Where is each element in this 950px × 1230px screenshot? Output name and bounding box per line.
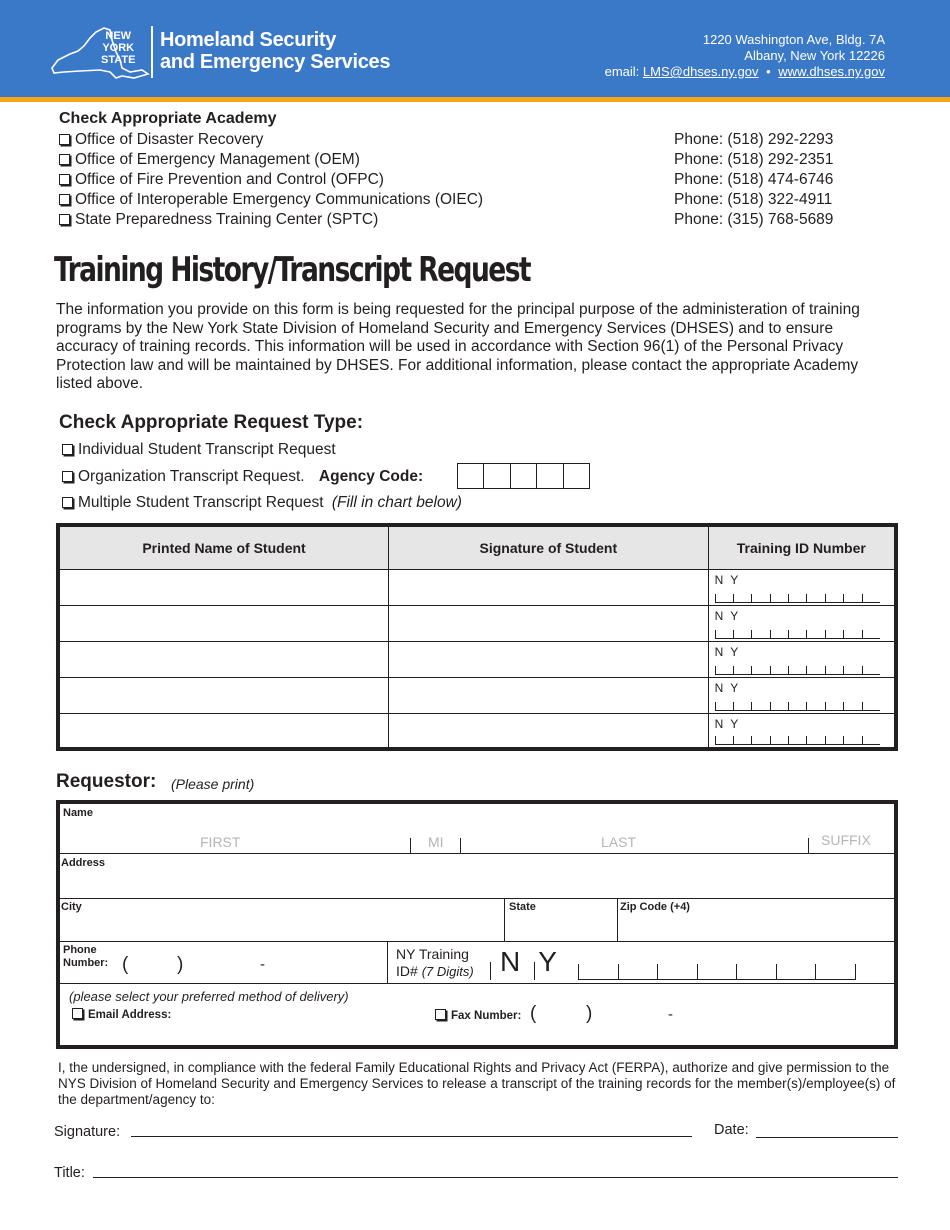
- request-option-individual[interactable]: [62, 441, 336, 459]
- table-row: [58, 605, 896, 641]
- id-digit-ticks: [715, 702, 880, 711]
- academy-option-disaster-recovery[interactable]: [59, 130, 483, 150]
- table-row: [58, 677, 896, 713]
- academy-option-ofpc[interactable]: [59, 170, 483, 190]
- checkbox[interactable]: [59, 154, 70, 165]
- academy-phone: Phone: (518) 292-2293: [674, 131, 834, 148]
- state-logo-text: [101, 30, 135, 66]
- city-input[interactable]: [60, 899, 504, 941]
- agency-name: [160, 29, 390, 73]
- id-digit-ticks: [715, 666, 880, 675]
- requestor-box: [56, 800, 898, 1049]
- header-banner: [0, 0, 950, 97]
- phone-paren-open: (: [122, 954, 129, 975]
- requestor-note: (Please print): [171, 776, 255, 792]
- fax-paren-open: (: [530, 1003, 537, 1024]
- student-name-cell[interactable]: [58, 641, 389, 677]
- checkbox[interactable]: [62, 471, 73, 482]
- state-logo-line: YORK: [102, 42, 135, 54]
- title-line[interactable]: [93, 1177, 898, 1178]
- column-header: Signature of Student: [389, 525, 709, 569]
- student-signature-cell[interactable]: [389, 677, 709, 713]
- phone-label-line: Phone: [63, 944, 97, 956]
- training-id-cell[interactable]: [708, 569, 896, 605]
- academy-heading: Check Appropriate Academy: [59, 110, 277, 127]
- id-digit-ticks: [715, 736, 880, 745]
- academy-option-label: State Preparedness Training Center (SPTC): [75, 211, 379, 228]
- email-address-label: Email Address:: [88, 1009, 172, 1021]
- agency-code-cell[interactable]: [537, 464, 563, 488]
- academy-option-label: Office of Fire Prevention and Control (OFPC): [75, 171, 384, 188]
- delivery-email-option[interactable]: [72, 1007, 171, 1021]
- student-signature-cell[interactable]: [389, 605, 709, 641]
- checkbox[interactable]: [59, 134, 70, 145]
- phone-label-line: Number:: [63, 957, 109, 969]
- academy-option-label: Office of Interoperable Emergency Communications (OIEC): [75, 191, 484, 208]
- agency-code-cell[interactable]: [564, 464, 589, 488]
- checkbox[interactable]: [72, 1008, 83, 1019]
- checkbox[interactable]: [62, 444, 73, 455]
- id-digit-tick: [578, 964, 618, 979]
- zip-label: Zip Code (+4): [620, 901, 690, 913]
- request-option-organization[interactable]: [62, 468, 423, 486]
- student-name-cell[interactable]: [58, 713, 389, 749]
- table-row: [58, 713, 896, 749]
- academy-option-label: Office of Emergency Management (OEM): [75, 151, 360, 168]
- academy-phone: Phone: (518) 474-6746: [674, 171, 834, 188]
- middle-initial-hint: MI: [428, 834, 444, 850]
- requestor-heading: Requestor:: [56, 771, 157, 792]
- ny-prefix: NY: [714, 680, 746, 695]
- agency-address: [605, 32, 885, 80]
- divider: [808, 838, 809, 854]
- contact-line: [605, 64, 885, 80]
- suffix-hint: SUFFIX: [821, 832, 871, 848]
- divider: [504, 898, 505, 941]
- checkbox[interactable]: [59, 214, 70, 225]
- ny-training-label: [396, 946, 474, 980]
- checkbox[interactable]: [59, 174, 70, 185]
- state-input[interactable]: [506, 899, 616, 941]
- request-option-label: Multiple Student Transcript Request: [78, 494, 324, 511]
- ny-training-note: (7 Digits): [421, 964, 474, 979]
- agency-code-cell[interactable]: [458, 464, 484, 488]
- header-stripe: [0, 97, 950, 102]
- student-name-cell[interactable]: [58, 569, 389, 605]
- ny-prefix: NY: [714, 572, 746, 587]
- id-digit-tick: [736, 964, 776, 979]
- agency-code-input[interactable]: [457, 463, 590, 489]
- divider: [460, 838, 461, 854]
- state-label: State: [509, 901, 536, 913]
- ferpa-consent: I, the undersigned, in compliance with the federal Family Educational Rights and Privacy Act (FERPA), authorize and give permission to the NYS Division of Homeland Security and Emergency Services to release a transcript of the training records for the member(s)/employee(s) of the department/agency to:: [58, 1060, 896, 1107]
- id-digit-tick: [697, 964, 737, 979]
- email-label: email:: [604, 64, 640, 79]
- id-digit-tick: [618, 964, 658, 979]
- address-line2: Albany, New York 12226: [744, 48, 885, 63]
- checkbox[interactable]: [59, 194, 70, 205]
- agency-code-label: Agency Code:: [318, 468, 424, 485]
- name-input[interactable]: [60, 804, 894, 853]
- agency-name-line2: and Emergency Services: [160, 51, 391, 73]
- name-label: Name: [63, 807, 93, 819]
- last-name-hint: LAST: [601, 834, 637, 850]
- training-id-cell[interactable]: [708, 605, 896, 641]
- agency-name-line1: Homeland Security: [160, 29, 337, 51]
- academy-phone: Phone: (518) 292-2351: [674, 151, 834, 168]
- request-option-label: Organization Transcript Request.: [78, 468, 305, 485]
- training-id-cell[interactable]: [708, 677, 896, 713]
- training-id-cell[interactable]: [708, 713, 896, 749]
- academy-phone: Phone: (315) 768-5689: [674, 211, 834, 228]
- website-link[interactable]: www.dhses.ny.gov: [778, 64, 885, 79]
- fax-paren-close: ): [586, 1003, 593, 1024]
- first-name-hint: FIRST: [200, 834, 241, 850]
- divider: [617, 898, 618, 941]
- ny-training-id-input[interactable]: [578, 964, 856, 980]
- checkbox[interactable]: [62, 497, 73, 508]
- agency-code-cell[interactable]: [511, 464, 537, 488]
- address-line1: 1220 Washington Ave, Bldg. 7A: [702, 32, 885, 47]
- table-header-row: [58, 525, 896, 569]
- date-line[interactable]: [756, 1137, 898, 1138]
- student-name-cell[interactable]: [58, 677, 389, 713]
- address-label: Address: [61, 857, 106, 869]
- table-row: [58, 569, 896, 605]
- student-signature-cell[interactable]: [389, 569, 709, 605]
- students-table: [56, 523, 898, 751]
- column-header: Printed Name of Student: [58, 525, 389, 569]
- delivery-fax-option[interactable]: [435, 1008, 521, 1022]
- intro-paragraph: The information you provide on this form is being requested for the principal purpose of the administeration of training programs by the New York State Division of Homeland Security and Emergency Services (DHSES) and to ensure accuracy of training records. This information will be used in accordance with Section 96(1) of the Personal Privacy Protection law and will be maintained by DHSES. For additional information, please contact the appropriate Academy listed above.: [56, 301, 860, 392]
- training-id-cell[interactable]: [708, 641, 896, 677]
- academy-option-label: Office of Disaster Recovery: [75, 131, 264, 148]
- logo-divider: [151, 26, 153, 78]
- request-type-heading: Check Appropriate Request Type:: [59, 412, 364, 433]
- fax-dash: -: [668, 1006, 673, 1023]
- date-label: Date:: [714, 1122, 749, 1138]
- request-option-label: Individual Student Transcript Request: [78, 441, 336, 458]
- academy-option-sptc[interactable]: [59, 210, 483, 230]
- id-digit-ticks: [715, 630, 880, 639]
- page-title: Training History/Transcript Request: [54, 250, 531, 290]
- request-option-note: (Fill in chart below): [331, 494, 462, 511]
- zip-input[interactable]: [619, 899, 894, 941]
- divider: [490, 962, 491, 980]
- id-digit-ticks: [715, 594, 880, 603]
- ny-prefix: NY: [714, 644, 746, 659]
- email-link[interactable]: LMS@dhses.ny.gov: [642, 64, 759, 79]
- request-option-multiple[interactable]: [62, 494, 462, 512]
- ny-prefix-large: NY: [500, 946, 575, 977]
- state-logo-line: STATE: [101, 54, 136, 66]
- divider: [534, 962, 535, 980]
- academy-option-oem[interactable]: [59, 150, 483, 170]
- ny-training-label-line: NY Training: [396, 946, 469, 962]
- divider: [387, 941, 388, 983]
- signature-label: Signature:: [54, 1124, 121, 1140]
- signature-line[interactable]: [131, 1136, 692, 1137]
- agency-code-cell[interactable]: [484, 464, 510, 488]
- ny-prefix: NY: [714, 716, 746, 731]
- checkbox[interactable]: [435, 1009, 446, 1020]
- student-signature-cell[interactable]: [389, 641, 709, 677]
- column-header: Training ID Number: [708, 525, 896, 569]
- row-divider: [60, 983, 894, 984]
- divider: [410, 838, 411, 854]
- fax-number-label: Fax Number:: [451, 1010, 522, 1022]
- academy-phone: Phone: (518) 322-4911: [674, 191, 833, 208]
- state-logo-line: NEW: [105, 30, 132, 42]
- id-digit-tick: [657, 964, 697, 979]
- separator: •: [766, 64, 771, 79]
- delivery-note: (please select your preferred method of delivery): [69, 989, 349, 1004]
- academy-option-oiec[interactable]: [59, 190, 483, 210]
- ny-training-label-line: ID#: [396, 963, 418, 979]
- student-name-cell[interactable]: [58, 605, 389, 641]
- phone-paren-close: ): [177, 954, 184, 975]
- id-digit-tick: [776, 964, 816, 979]
- title-label: Title:: [54, 1165, 85, 1181]
- ny-prefix: NY: [714, 608, 746, 623]
- academy-phones: [674, 130, 833, 230]
- student-signature-cell[interactable]: [389, 713, 709, 749]
- academy-options: [59, 130, 483, 230]
- phone-input[interactable]: [60, 942, 386, 983]
- city-label: City: [61, 901, 82, 913]
- table-row: [58, 641, 896, 677]
- id-digit-tick: [815, 964, 856, 979]
- phone-dash: -: [260, 956, 265, 973]
- address-input[interactable]: [60, 854, 894, 898]
